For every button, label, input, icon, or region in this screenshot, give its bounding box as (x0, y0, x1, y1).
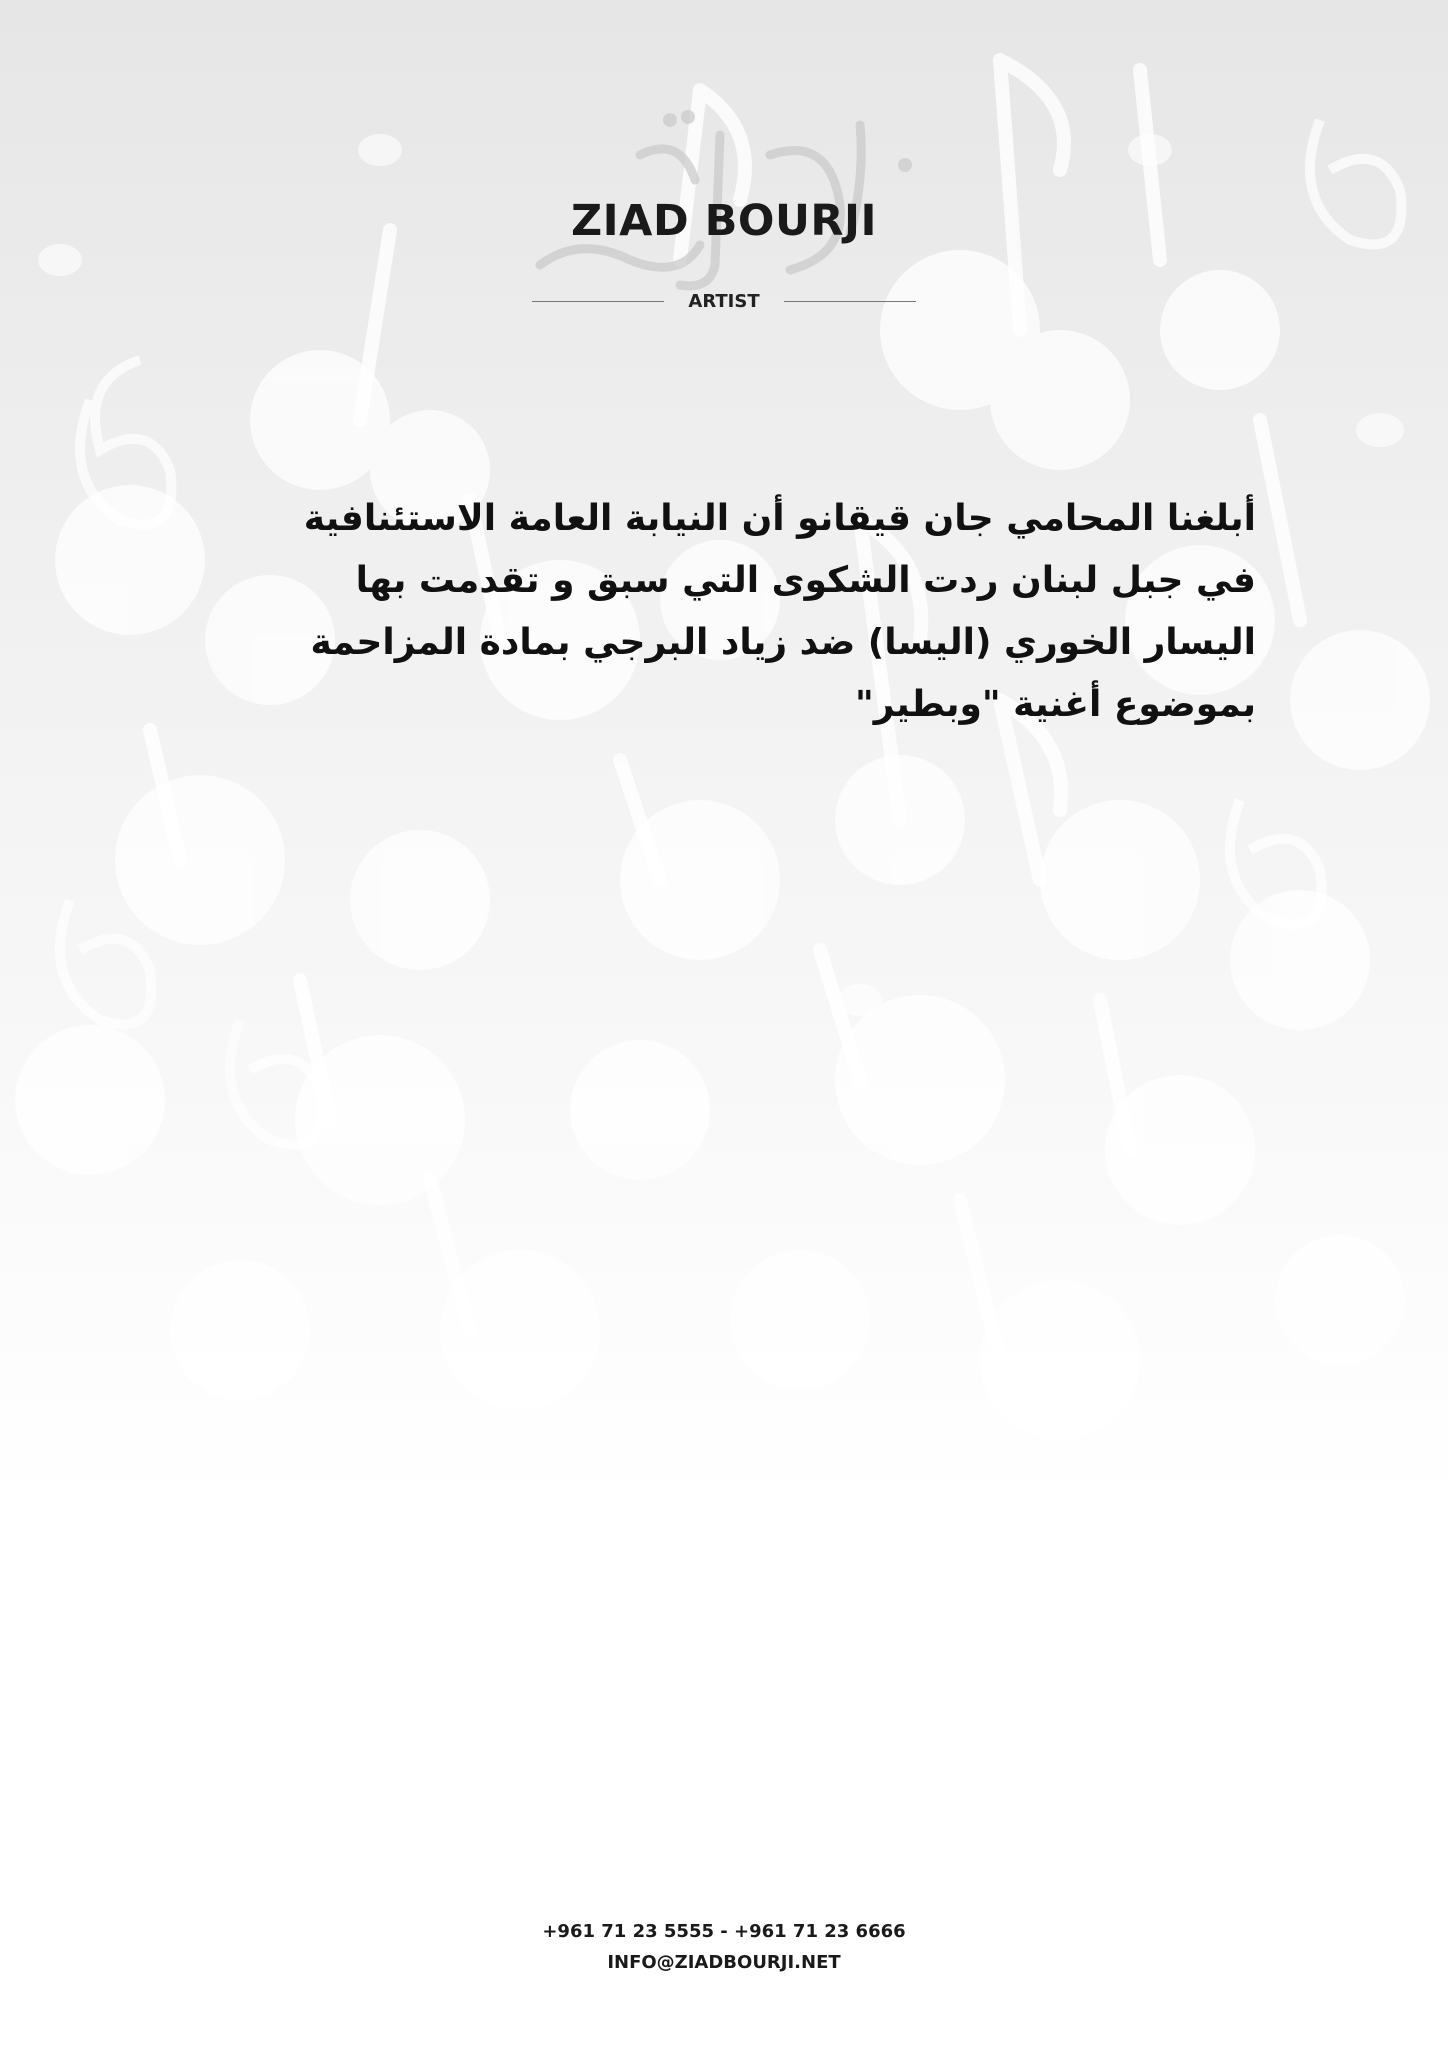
footer-email: INFO@ZIADBOURJI.NET (607, 1952, 841, 1973)
left-divider (532, 301, 664, 302)
signature-logo-watermark (520, 95, 940, 295)
subtitle-row (532, 286, 916, 316)
page-title: ZIAD BOURJI (571, 196, 877, 246)
right-divider (784, 301, 916, 302)
footer-phones: +961 71 23 5555 - +961 71 23 6666 (542, 1921, 906, 1942)
contact-footer (0, 1916, 1448, 1978)
letterhead-header (0, 0, 1448, 330)
subtitle: ARTIST (688, 290, 760, 312)
announcement-paragraph: أبلغنا المحامي جان قيقانو أن النيابة العامة الاستئنافية في جبل لبنان ردت الشكوى التي سبق و تقدمت بها اليسار الخوري (اليسا) ضد زياد البرجي بمادة المزاحمة بموضوع أغنية "وبطير" (303, 498, 1256, 725)
